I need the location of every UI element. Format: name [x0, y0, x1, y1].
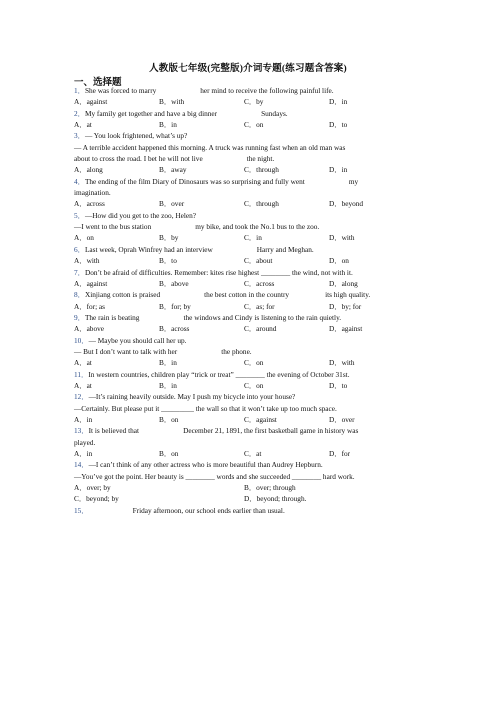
- question-text: my: [348, 176, 359, 186]
- question-number: 12．: [74, 392, 89, 402]
- option-b[interactable]: B．by: [159, 233, 179, 243]
- question-1: [74, 85, 419, 96]
- option-b[interactable]: B．with: [159, 97, 185, 107]
- option-d[interactable]: D．beyond; through.: [244, 494, 307, 504]
- option-a[interactable]: A．with: [74, 256, 100, 266]
- option-c[interactable]: C．beyond; by: [74, 494, 119, 504]
- question-text: the windows and Cindy is listening to the rain quietly.: [183, 312, 342, 322]
- option-a[interactable]: A．along: [74, 165, 103, 175]
- question-text: It is believed that: [88, 426, 140, 436]
- question-10: [74, 335, 419, 346]
- question-text: Harry and Meghan.: [256, 244, 314, 254]
- question-2: [74, 108, 419, 119]
- option-d[interactable]: D．with: [329, 233, 355, 243]
- document-title: 人教版七年级(完整版)介词专题(练习题含答案): [149, 64, 347, 74]
- option-b[interactable]: B．in: [159, 120, 177, 130]
- option-c[interactable]: C．on: [244, 358, 264, 368]
- options-4: [74, 198, 419, 209]
- option-d[interactable]: D．against: [329, 324, 363, 334]
- question-number: 6．: [74, 244, 85, 254]
- option-c[interactable]: C．at: [244, 449, 262, 458]
- question-number: 7．: [74, 267, 85, 277]
- question-text: Last week, Oprah Winfrey had an interview: [84, 244, 213, 254]
- option-c[interactable]: C．on: [244, 380, 264, 390]
- question-number: 15．: [74, 505, 89, 515]
- question-list: [74, 85, 419, 516]
- question-text: Xinjiang cotton is praised: [84, 290, 161, 300]
- options-7: [74, 278, 419, 289]
- question-number: 2．: [74, 108, 85, 118]
- question-4: [74, 176, 419, 187]
- options-6: [74, 255, 419, 266]
- question-13: [74, 425, 419, 436]
- question-number: 8．: [74, 290, 85, 300]
- question-number: 3．: [74, 131, 85, 141]
- option-d[interactable]: D．for: [329, 449, 351, 458]
- option-d[interactable]: D．over: [329, 414, 355, 424]
- section-heading: 一、选择题: [74, 78, 122, 88]
- question-number: 11．: [74, 369, 89, 379]
- question-3: [74, 130, 419, 141]
- options-10: [74, 357, 419, 368]
- question-text: — You look frightened, what’s up?: [84, 131, 188, 141]
- question-text: December 21, 1891, the first basketball game in history was: [183, 426, 359, 436]
- option-a[interactable]: A．at: [74, 358, 92, 368]
- option-a[interactable]: A．across: [74, 199, 105, 209]
- options-3: [74, 164, 419, 175]
- option-b[interactable]: B．for; by: [159, 301, 191, 311]
- option-b[interactable]: B．away: [159, 165, 187, 175]
- option-a[interactable]: A．at: [74, 380, 92, 390]
- question-8: [74, 289, 419, 300]
- question-text: Don’t be afraid of difficulties. Remember: kites rise highest ________ the wind, not with it.: [84, 267, 353, 277]
- option-a[interactable]: A．in: [74, 449, 93, 458]
- option-c[interactable]: C．across: [244, 278, 275, 288]
- option-d[interactable]: D．on: [329, 256, 349, 266]
- question-text: —You’ve got the point. Her beauty is ________ words and she succeeded ________ hard work.: [74, 471, 355, 481]
- question-text: — But I don’t want to talk with her: [74, 346, 178, 356]
- option-a[interactable]: A．against: [74, 97, 108, 107]
- option-c[interactable]: C．through: [244, 165, 279, 175]
- question-number: 10．: [74, 335, 89, 345]
- option-c[interactable]: C．as; for: [244, 301, 275, 311]
- question-text: Sundays.: [261, 108, 288, 118]
- option-b[interactable]: B．on: [159, 449, 179, 458]
- option-b[interactable]: B．on: [159, 414, 179, 424]
- question-6: [74, 244, 419, 255]
- question-text: Friday afternoon, our school ends earlier than usual.: [132, 505, 285, 515]
- options-5: [74, 232, 419, 243]
- question-7: [74, 267, 419, 278]
- option-a[interactable]: A．on: [74, 233, 94, 243]
- option-c[interactable]: C．through: [244, 199, 279, 209]
- options-1: [74, 96, 419, 107]
- question-text: The rain is beating: [84, 312, 140, 322]
- option-b[interactable]: B．in: [159, 380, 177, 390]
- options-14: [74, 482, 419, 505]
- option-d[interactable]: D．to: [329, 120, 348, 130]
- question-text: my bike, and took the No.1 bus to the zoo.: [195, 222, 320, 232]
- question-text: —How did you get to the zoo, Helen?: [84, 210, 197, 220]
- question-text-line: [74, 153, 419, 164]
- question-text: My family get together and have a big dinner: [84, 108, 218, 118]
- question-number: 9．: [74, 312, 85, 322]
- option-b[interactable]: B．in: [159, 358, 177, 368]
- options-8: [74, 301, 419, 312]
- options-9: [74, 323, 419, 334]
- option-c[interactable]: C．on: [244, 120, 264, 130]
- question-14: [74, 459, 419, 470]
- option-a[interactable]: A．for; as: [74, 301, 106, 311]
- option-d[interactable]: D．to: [329, 380, 348, 390]
- option-b[interactable]: B．across: [159, 324, 190, 334]
- question-number: 13．: [74, 426, 89, 436]
- question-text: —Certainly. But please put it _________ the wall so that it won’t take up too much space.: [74, 403, 337, 413]
- option-d[interactable]: D．by; for: [329, 301, 362, 311]
- options-12: [74, 414, 419, 425]
- option-d[interactable]: D．along: [329, 278, 358, 288]
- question-text: its high quality.: [325, 290, 371, 300]
- question-text-line: [74, 221, 419, 232]
- question-text: the phone.: [221, 346, 252, 356]
- question-number: 1．: [74, 86, 85, 95]
- option-a[interactable]: A．in: [74, 414, 93, 424]
- question-text: In western countries, children play “trick or treat” ________ the evening of October 31st.: [88, 369, 350, 379]
- question-text: the night.: [246, 154, 275, 164]
- question-text: — Maybe you should call her up.: [88, 335, 187, 345]
- option-a[interactable]: A．at: [74, 120, 92, 130]
- option-d[interactable]: D．with: [329, 358, 355, 368]
- question-text: imagination.: [74, 188, 111, 198]
- question-15: [74, 505, 419, 516]
- option-c[interactable]: C．about: [244, 256, 273, 266]
- question-text: about to cross the road. I bet he will not live: [74, 154, 203, 164]
- question-text: —It’s raining heavily outside. May I push my bicycle into your house?: [88, 392, 296, 402]
- question-text: the best cotton in the country: [204, 290, 290, 300]
- question-11: [74, 369, 419, 380]
- question-text: played.: [74, 437, 96, 447]
- question-text-line: [74, 346, 419, 357]
- option-a[interactable]: A．above: [74, 324, 104, 334]
- option-c[interactable]: C．in: [244, 233, 262, 243]
- option-b[interactable]: B．over: [159, 199, 185, 209]
- question-number: 14．: [74, 460, 89, 470]
- option-c[interactable]: C．by: [244, 97, 264, 107]
- option-d[interactable]: D．beyond: [329, 199, 364, 209]
- question-9: [74, 312, 419, 323]
- question-5: [74, 210, 419, 221]
- question-text: — A terrible accident happened this morning. A truck was running fast when an old man was: [74, 142, 346, 152]
- option-c[interactable]: C．around: [244, 324, 277, 334]
- option-a[interactable]: A．against: [74, 278, 108, 288]
- options-13: [74, 448, 419, 459]
- option-b[interactable]: B．to: [159, 256, 177, 266]
- question-text: her mind to receive the following painful life.: [200, 86, 334, 95]
- options-2: [74, 119, 419, 130]
- option-c[interactable]: C．against: [244, 414, 277, 424]
- option-d[interactable]: D．in: [329, 97, 348, 107]
- question-12: [74, 391, 419, 402]
- question-text: —I can’t think of any other actress who is more beautiful than Audrey Hepburn.: [88, 460, 323, 470]
- option-d[interactable]: D．in: [329, 165, 348, 175]
- option-b[interactable]: B．above: [159, 278, 189, 288]
- options-11: [74, 380, 419, 391]
- question-text: —I went to the bus station: [74, 222, 152, 232]
- question-number: 4．: [74, 176, 85, 186]
- option-a[interactable]: A．over; by: [74, 483, 111, 493]
- option-b[interactable]: B．over; through: [244, 483, 296, 493]
- question-text: The ending of the film Diary of Dinosaurs was so surprising and fully went: [84, 176, 305, 186]
- question-text: She was forced to marry: [84, 86, 157, 95]
- question-number: 5．: [74, 210, 85, 220]
